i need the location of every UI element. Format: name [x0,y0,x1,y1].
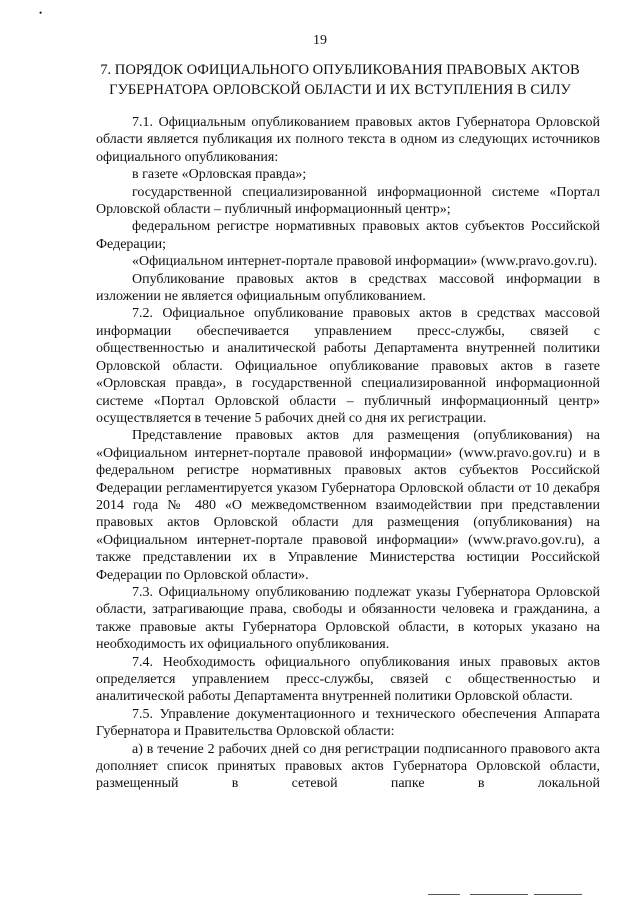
document-body [96,114,600,793]
paragraph-media-summary: Опубликование правовых актов в средствах массовой информации в изложении не является официальным опубликованием. [96,271,600,305]
paragraph-7-3: 7.3. Официальному опубликованию подлежат указы Губернатора Орловской области, затрагивающие права, свободы и обязанности человека и гражданина, а также правовые акты Губернатора Орловской области, в которых указано на необходимость их официального опубликования. [96,584,600,653]
paragraph-7-5-a: а) в течение 2 рабочих дней со дня регистрации подписанного правового акта дополняет список принятых правовых актов Губернатора Орловской области, размещенный в сетевой папке в локальной [96,741,600,792]
paragraph-source-federal-register: федеральном регистре нормативных правовых актов субъектов Российской Федерации; [96,219,600,252]
paragraph-source-portal: государственной специализированной информационной системе «Портал Орловской области – публичный информационный центр»; [96,184,600,218]
paragraph-7-1: 7.1. Официальным опубликованием правовых актов Губернатора Орловской области является публикация их полного текста в одном из следующих источников официального опубликования: [96,115,600,165]
paragraph-submission: Представление правовых актов для размещения (опубликования) на «Официальном интернет-портале правовой информации» (www.pravo.gov.ru) и в федеральном регистре нормативных правовых актов субъектов Российской Федерации регламентируется указом Губернатора Орловской области от 10 декабря 2014 года № 480 «О межведомственном взаимодействии при представлении правовых актов Орловской области для размещения (опубликования) на «Официальном интернет-портале правовой информации» (www.pravo.gov.ru), а также представлении их в Управление Министерства юстиции Российской Федерации по Орловской области». [96,428,600,583]
footer-line [534,894,582,895]
paragraph-source-newspaper: в газете «Орловская правда»; [132,167,307,183]
footer-line [470,894,528,895]
footer-line [428,894,460,895]
paragraph-7-5: 7.5. Управление документационного и технического обеспечения Аппарата Губернатора и Правительства Орловской области: [96,706,600,740]
section-heading-line-2: ГУБЕРНАТОРА ОРЛОВСКОЙ ОБЛАСТИ И ИХ ВСТУПЛЕНИЯ В СИЛУ [109,82,571,98]
paragraph-7-4: 7.4. Необходимость официального опубликования иных правовых актов определяется управлением пресс-службы, связей с общественностью и аналитической работы Департамента внутренней политики Орловской области. [96,654,600,705]
scan-mark: • [39,8,43,18]
section-heading-line-1: 7. ПОРЯДОК ОФИЦИАЛЬНОГО ОПУБЛИКОВАНИЯ ПРАВОВЫХ АКТОВ [100,62,580,78]
page-number: 19 [313,33,327,48]
paragraph-7-2: 7.2. Официальное опубликование правовых актов в средствах массовой информации обеспечивается управлением пресс-службы, связей с общественностью и аналитической работы Департамента внутренней политики Орловской области. Официальное опубликование правовых актов в газете «Орловская правда», в государственной специализированной информационной системе «Портал Орловской области – публичный информационный центр» осуществляется в течение 5 рабочих дней со дня их регистрации. [96,306,600,426]
paragraph-source-legal-portal: «Официальном интернет-портале правовой информации» (www.pravo.gov.ru). [132,254,598,270]
